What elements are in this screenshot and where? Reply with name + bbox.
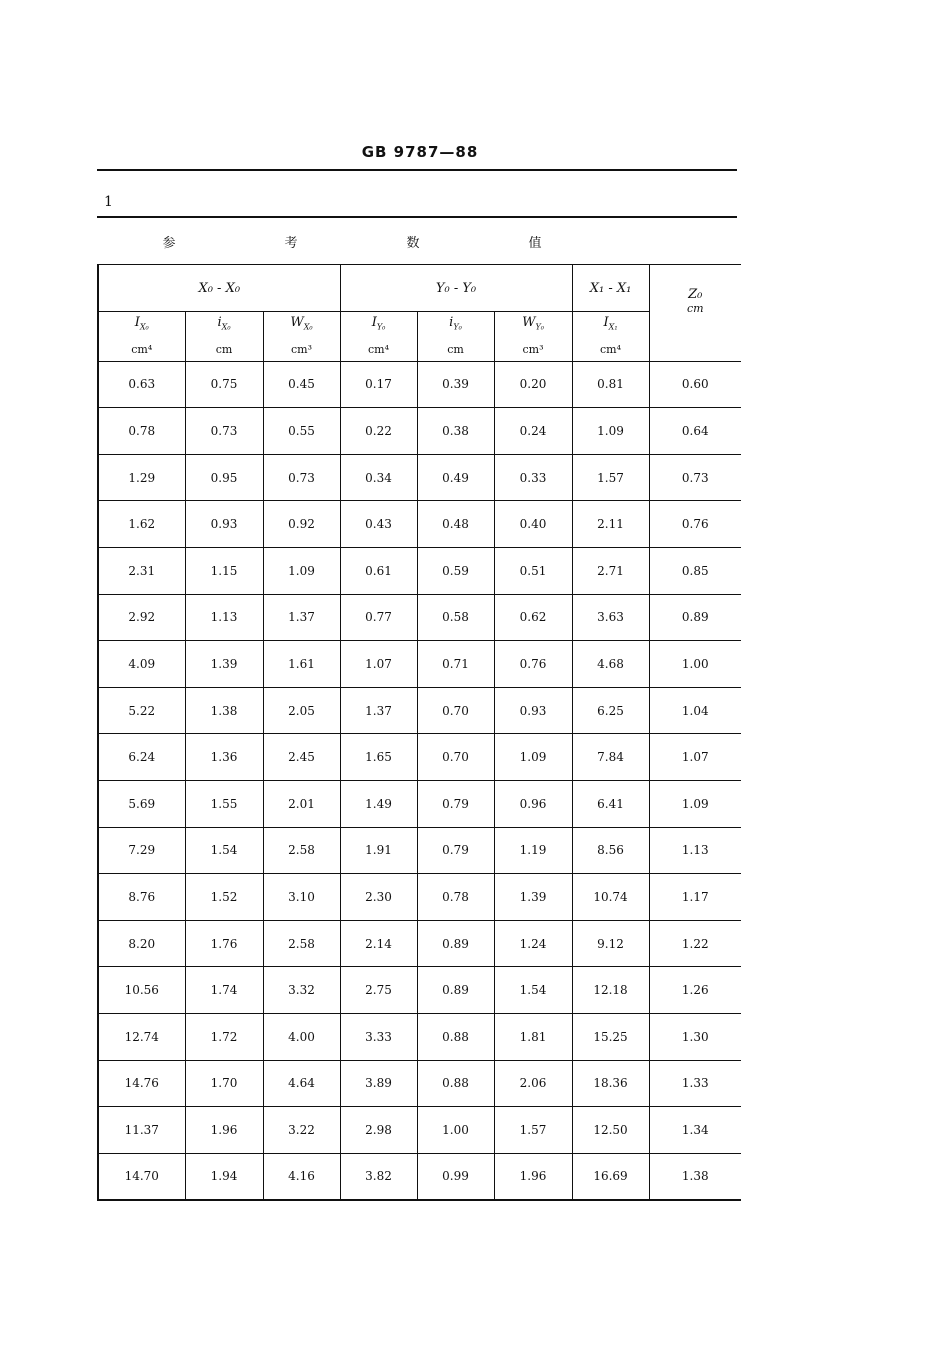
column-symbol: $i_{Y_0}$ [449,315,462,332]
table-cell: 0.64 [649,408,741,455]
column-symbol: $W_{Y_0}$ [522,315,544,332]
table-cell: 0.70 [417,734,494,781]
column-unit: cm³ [522,342,544,356]
table-cell: 3.22 [263,1107,340,1154]
table-row [98,454,741,501]
table-cell: 0.63 [98,361,185,408]
table-cell: 1.52 [185,874,263,921]
table-cell: 0.93 [494,687,572,734]
table-cell: 0.22 [340,408,417,455]
reference-char: 考 [284,236,298,251]
table-cell: 0.20 [494,361,572,408]
table-cell: 0.49 [417,454,494,501]
group-header-x1: X₁ - X₁ [572,265,649,312]
table-cell: 1.39 [185,641,263,688]
table-cell: 14.76 [98,1060,185,1107]
page-number: 1 [104,194,113,210]
table-cell: 1.70 [185,1060,263,1107]
table-cell: 0.58 [417,594,494,641]
table-cell: 0.89 [649,594,741,641]
table-cell: 0.78 [98,408,185,455]
header-z0 [649,265,741,362]
column-unit: cm⁴ [131,342,153,356]
reference-char: 值 [528,236,542,251]
table-row [98,547,741,594]
table-row [98,780,741,827]
column-symbol: $I_{X_0}$ [134,315,149,332]
table-cell: 8.56 [572,827,649,874]
table-cell: 0.34 [340,454,417,501]
table-cell: 18.36 [572,1060,649,1107]
table-cell: 0.76 [649,501,741,548]
table-cell: 1.07 [649,734,741,781]
table-cell: 0.93 [185,501,263,548]
table-cell: 0.77 [340,594,417,641]
reference-char: 数 [406,236,420,251]
table-cell: 1.09 [263,547,340,594]
table-cell: 2.06 [494,1060,572,1107]
table-cell: 0.73 [263,454,340,501]
table-cell: 0.55 [263,408,340,455]
table-cell: 0.85 [649,547,741,594]
table-cell: 1.65 [340,734,417,781]
table-cell: 1.30 [649,1013,741,1060]
table-row [98,967,741,1014]
table-cell: 2.98 [340,1107,417,1154]
table-cell: 1.57 [572,454,649,501]
column-unit: cm [215,342,233,356]
table-body [98,361,741,1200]
table-cell: 1.39 [494,874,572,921]
table-cell: 2.11 [572,501,649,548]
column-unit: cm [447,342,464,356]
table-row [98,1060,741,1107]
table-cell: 1.00 [417,1107,494,1154]
table-cell: 1.34 [649,1107,741,1154]
table-cell: 5.69 [98,780,185,827]
column-header [98,312,185,362]
table-cell: 3.32 [263,967,340,1014]
table-cell: 1.74 [185,967,263,1014]
table-cell: 10.56 [98,967,185,1014]
table-cell: 12.50 [572,1107,649,1154]
table-cell: 1.22 [649,920,741,967]
table-cell: 0.75 [185,361,263,408]
table-cell: 6.25 [572,687,649,734]
table-cell: 0.76 [494,641,572,688]
table-cell: 1.26 [649,967,741,1014]
table-cell: 1.29 [98,454,185,501]
table-row [98,594,741,641]
table-cell: 0.79 [417,780,494,827]
table-cell: 0.81 [572,361,649,408]
table-row [98,641,741,688]
table-cell: 0.60 [649,361,741,408]
standard-number: GB 9787—88 [361,143,479,161]
table-cell: 1.09 [494,734,572,781]
table-cell: 7.84 [572,734,649,781]
table-cell: 0.99 [417,1153,494,1200]
table-cell: 3.63 [572,594,649,641]
table-cell: 4.64 [263,1060,340,1107]
table-cell: 0.61 [340,547,417,594]
column-unit: cm⁴ [600,342,622,356]
table-cell: 1.36 [185,734,263,781]
table-cell: 0.88 [417,1013,494,1060]
table-cell: 8.20 [98,920,185,967]
table-cell: 0.95 [185,454,263,501]
table-cell: 1.24 [494,920,572,967]
table-cell: 1.13 [649,827,741,874]
table-cell: 0.73 [649,454,741,501]
table-cell: 2.75 [340,967,417,1014]
table-cell: 1.38 [185,687,263,734]
table-cell: 0.78 [417,874,494,921]
table-cell: 2.45 [263,734,340,781]
table-cell: 5.22 [98,687,185,734]
column-header [340,312,417,362]
table-cell: 1.94 [185,1153,263,1200]
table-row [98,1013,741,1060]
table-cell: 0.48 [417,501,494,548]
table-cell: 2.01 [263,780,340,827]
column-header [417,312,494,362]
table-cell: 1.09 [572,408,649,455]
table-cell: 2.92 [98,594,185,641]
table-cell: 0.71 [417,641,494,688]
table-cell: 1.57 [494,1107,572,1154]
table-cell: 0.51 [494,547,572,594]
table-row [98,1107,741,1154]
table-cell: 3.82 [340,1153,417,1200]
table-cell: 0.17 [340,361,417,408]
table-cell: 1.61 [263,641,340,688]
column-header [494,312,572,362]
table-cell: 16.69 [572,1153,649,1200]
table-cell: 12.74 [98,1013,185,1060]
table-cell: 9.12 [572,920,649,967]
table-cell: 1.00 [649,641,741,688]
table-cell: 4.09 [98,641,185,688]
table-cell: 14.70 [98,1153,185,1200]
table-cell: 1.04 [649,687,741,734]
table-row [98,827,741,874]
table-row [98,734,741,781]
table-cell: 2.05 [263,687,340,734]
z0-symbol: Z₀ [688,287,703,302]
table-cell: 1.62 [98,501,185,548]
table-cell: 2.14 [340,920,417,967]
column-header [572,312,649,362]
column-symbol: $I_{X_1}$ [603,315,618,332]
table-cell: 0.24 [494,408,572,455]
table-cell: 1.09 [649,780,741,827]
table-cell: 0.73 [185,408,263,455]
column-symbol: $I_{Y_0}$ [371,315,386,332]
table-cell: 0.89 [417,920,494,967]
table-cell: 1.54 [494,967,572,1014]
table-cell: 0.62 [494,594,572,641]
table-cell: 0.43 [340,501,417,548]
table-cell: 7.29 [98,827,185,874]
table-cell: 1.55 [185,780,263,827]
table-cell: 1.96 [494,1153,572,1200]
table-cell: 6.24 [98,734,185,781]
table-cell: 0.40 [494,501,572,548]
table-cell: 1.17 [649,874,741,921]
column-symbol: $i_{X_0}$ [217,315,231,332]
table-cell: 6.41 [572,780,649,827]
table-cell: 1.81 [494,1013,572,1060]
table-cell: 1.96 [185,1107,263,1154]
table-cell: 1.91 [340,827,417,874]
table-cell: 1.13 [185,594,263,641]
table-cell: 8.76 [98,874,185,921]
table-cell: 0.59 [417,547,494,594]
table-cell: 0.39 [417,361,494,408]
table-cell: 0.96 [494,780,572,827]
table-row [98,920,741,967]
table-cell: 11.37 [98,1107,185,1154]
column-header [263,312,340,362]
table-row [98,874,741,921]
table-row [98,408,741,455]
table-cell: 1.15 [185,547,263,594]
table-cell: 1.38 [649,1153,741,1200]
table-row [98,361,741,408]
table-cell: 3.33 [340,1013,417,1060]
column-unit: cm³ [291,342,313,356]
group-header-x0: X₀ - X₀ [98,265,340,312]
table-cell: 10.74 [572,874,649,921]
table-cell: 0.92 [263,501,340,548]
table-cell: 0.38 [417,408,494,455]
table-cell: 1.49 [340,780,417,827]
table-row [98,687,741,734]
section-properties-table [97,264,741,1201]
table-cell: 1.72 [185,1013,263,1060]
table-cell: 0.88 [417,1060,494,1107]
table-cell: 0.45 [263,361,340,408]
table-cell: 1.37 [340,687,417,734]
reference-char: 参 [162,236,176,251]
reference-values-label [97,232,547,251]
table-cell: 0.70 [417,687,494,734]
table-cell: 3.10 [263,874,340,921]
table-row [98,501,741,548]
section-rule [97,216,737,218]
column-unit: cm⁴ [368,342,390,356]
table-cell: 4.68 [572,641,649,688]
table-row [98,1153,741,1200]
table-cell: 4.00 [263,1013,340,1060]
table-cell: 1.19 [494,827,572,874]
table-cell: 1.37 [263,594,340,641]
table-cell: 2.58 [263,827,340,874]
header-rule [97,169,737,171]
table-cell: 1.76 [185,920,263,967]
z0-unit: cm [686,302,704,315]
table-cell: 2.58 [263,920,340,967]
table-cell: 0.89 [417,967,494,1014]
table-cell: 2.30 [340,874,417,921]
table-cell: 1.33 [649,1060,741,1107]
column-header-row [98,312,741,362]
column-symbol: $W_{X_0}$ [290,315,313,332]
group-header-y0: Y₀ - Y₀ [340,265,572,312]
table-cell: 4.16 [263,1153,340,1200]
table-cell: 1.07 [340,641,417,688]
table-cell: 0.79 [417,827,494,874]
table-cell: 12.18 [572,967,649,1014]
column-header [185,312,263,362]
table-cell: 0.33 [494,454,572,501]
table-cell: 2.71 [572,547,649,594]
table-cell: 2.31 [98,547,185,594]
table-cell: 3.89 [340,1060,417,1107]
table-cell: 15.25 [572,1013,649,1060]
table-cell: 1.54 [185,827,263,874]
